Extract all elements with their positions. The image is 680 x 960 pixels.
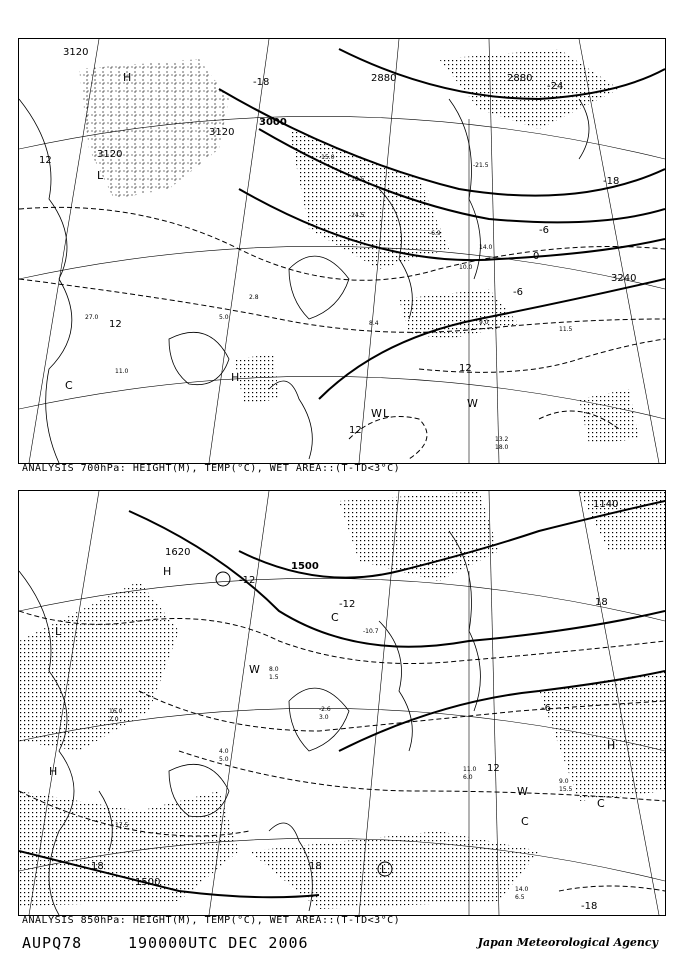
- obs-value: 4.0: [219, 748, 229, 755]
- obs-value: 9.0: [559, 778, 569, 785]
- system-l: L: [381, 863, 388, 876]
- temp-label: -12: [239, 575, 256, 586]
- height-label: 1500: [291, 561, 319, 572]
- temp-label: 12: [349, 425, 362, 436]
- temp-label: 12: [487, 763, 500, 774]
- obs-value: 2.0: [109, 716, 119, 723]
- obs-value: 18.0: [495, 444, 509, 451]
- system-h: H: [231, 371, 240, 384]
- height-label: 1620: [165, 547, 191, 558]
- agency-credit: Japan Meteorological Agency: [477, 936, 658, 949]
- system-h: H: [607, 739, 616, 752]
- map-700hpa-canvas: [19, 39, 665, 463]
- temp-label: -6: [541, 703, 551, 714]
- obs-value: 2.8: [249, 294, 259, 301]
- cold-center-circle: [216, 572, 230, 586]
- temp-label: -18: [253, 77, 270, 88]
- height-label: 1500: [135, 877, 161, 888]
- obs-value: 8.0: [269, 666, 279, 673]
- system-h: H: [163, 565, 172, 578]
- temp-label: -6: [539, 225, 549, 236]
- obs-value: 17.5: [115, 822, 129, 829]
- height-label: 3000: [259, 117, 287, 128]
- obs-value: 6.5: [515, 894, 525, 901]
- system-h: H: [123, 71, 132, 84]
- height-contours: [219, 49, 665, 399]
- height-label: 3120: [97, 149, 123, 160]
- obs-value: 6.0: [463, 774, 473, 781]
- temp-label: 18: [309, 861, 322, 872]
- height-label: 2880: [507, 73, 533, 84]
- obs-value: -10.7: [363, 628, 379, 635]
- height-label: 3240: [611, 273, 637, 284]
- obs-value: 11.5: [559, 326, 573, 333]
- obs-value: 15.5: [559, 786, 573, 793]
- height-label: 3120: [209, 127, 235, 138]
- obs-value: -2.6: [319, 706, 331, 713]
- system-h: H: [49, 765, 58, 778]
- system-w: W: [371, 407, 382, 420]
- system-c: C: [65, 379, 73, 392]
- obs-value: 13.2: [495, 436, 509, 443]
- obs-value: -6.9: [429, 230, 441, 237]
- temp-label: 0: [533, 251, 540, 262]
- chart-valid-time: 190000UTC DEC 2006: [128, 934, 309, 952]
- obs-value: 3.0: [319, 714, 329, 721]
- height-label: 1140: [593, 499, 619, 510]
- temp-label: -24: [547, 81, 564, 92]
- system-c: C: [597, 797, 605, 810]
- system-c: C: [521, 815, 529, 828]
- system-l: L: [97, 169, 104, 182]
- chart-code: AUPQ78: [22, 934, 83, 952]
- temp-label: 18: [595, 597, 608, 608]
- system-l: L: [55, 625, 62, 638]
- obs-value: 11.0: [115, 368, 129, 375]
- obs-value: -24.5: [349, 212, 365, 219]
- height-label: 2880: [371, 73, 397, 84]
- temp-label: 12: [459, 363, 472, 374]
- obs-value: -21.5: [473, 162, 489, 169]
- obs-value: 5.0: [219, 756, 229, 763]
- obs-value: 16.0: [109, 708, 123, 715]
- map-panel-700hpa: [18, 38, 666, 464]
- obs-value: 10.0: [459, 264, 473, 271]
- panel-caption-700hpa: ANALYSIS 700hPa: HEIGHT(M), TEMP(°C), WET AREA::(T-TD<3°C): [22, 463, 401, 474]
- obs-value: -18.5: [349, 176, 365, 183]
- system-w: W: [517, 785, 528, 798]
- temp-label: 12: [39, 155, 52, 166]
- system-l: L: [383, 407, 390, 420]
- temp-label: -6: [513, 287, 523, 298]
- obs-value: 14.0: [515, 886, 529, 893]
- map-850hpa-canvas: [19, 491, 665, 915]
- temp-label: -18: [603, 176, 620, 187]
- system-c: C: [331, 611, 339, 624]
- obs-value: 27.0: [85, 314, 99, 321]
- obs-value: 8.4: [369, 320, 379, 327]
- temp-label: -18: [581, 901, 598, 912]
- obs-value: 11.0: [463, 766, 477, 773]
- obs-value: 9.0: [479, 319, 489, 326]
- temp-label: 18: [91, 861, 104, 872]
- obs-value: -15.0: [319, 154, 335, 161]
- wet-areas: [19, 491, 665, 909]
- map-panel-850hpa: [18, 490, 666, 916]
- temp-label: 12: [109, 319, 122, 330]
- system-w: W: [467, 397, 478, 410]
- obs-value: 5.0: [219, 314, 229, 321]
- panel-caption-850hpa: ANALYSIS 850hPa: HEIGHT(M), TEMP(°C), WET AREA::(T-TD<3°C): [22, 915, 401, 926]
- temp-label: -12: [339, 599, 356, 610]
- obs-value: 14.0: [479, 244, 493, 251]
- wet-areas: [79, 49, 639, 444]
- height-label: 3120: [63, 47, 89, 58]
- obs-value: 1.5: [269, 674, 279, 681]
- system-w: W: [249, 663, 260, 676]
